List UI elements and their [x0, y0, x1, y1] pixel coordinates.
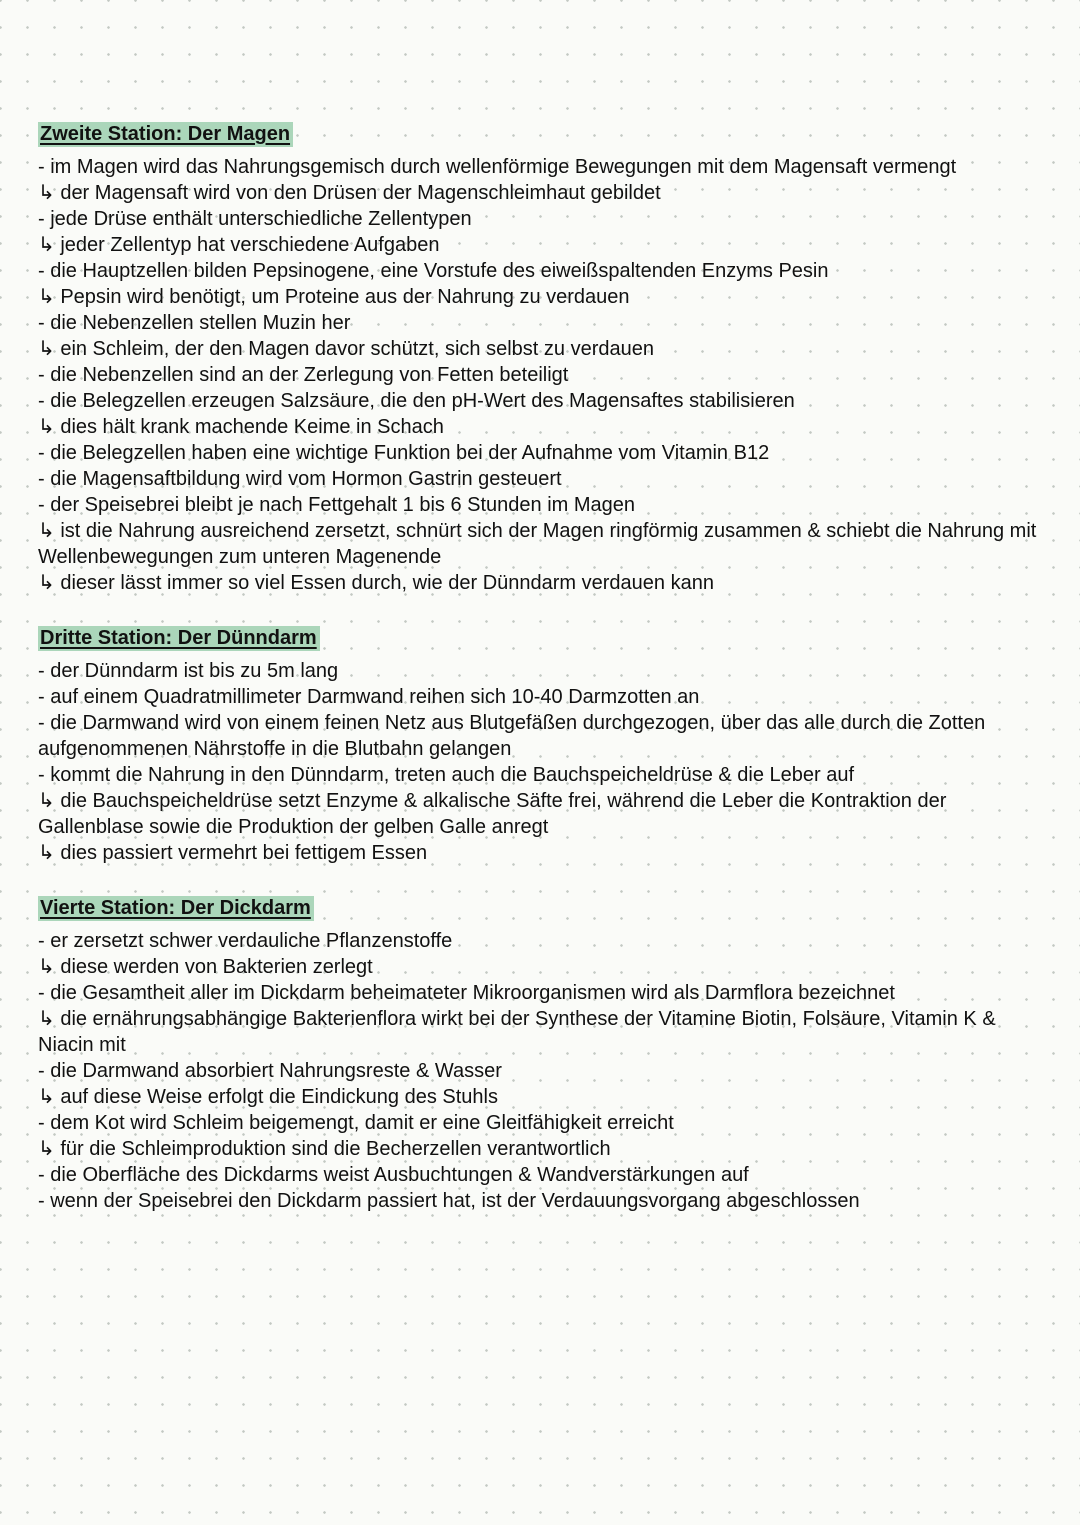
- note-section: [38, 895, 1044, 1214]
- section-title-highlight: Dritte Station: Der Dünndarm: [38, 626, 320, 651]
- section-title: [38, 121, 1044, 147]
- note-line-arrow: ↳ dies passiert vermehrt bei fettigem Essen: [38, 842, 428, 864]
- note-line-arrow: ↳ für die Schleimproduktion sind die Becherzellen verantwortlich: [38, 1138, 611, 1160]
- note-line-arrow: ↳ dies hält krank machende Keime in Schach: [38, 416, 444, 438]
- note-line-arrow: ↳ Pepsin wird benötigt, um Proteine aus der Nahrung zu verdauen: [38, 286, 630, 308]
- note-line-arrow: ↳ ein Schleim, der den Magen davor schützt, sich selbst zu verdauen: [38, 338, 654, 360]
- section-title-highlight: Vierte Station: Der Dickdarm: [38, 896, 314, 921]
- section-title: [38, 625, 1044, 651]
- note-line-dash: - jede Drüse enthält unterschiedliche Zellentypen: [38, 208, 472, 230]
- note-line-dash: - die Hauptzellen bilden Pepsinogene, eine Vorstufe des eiweißspaltenden Enzyms Pesin: [38, 260, 829, 282]
- note-section: [38, 121, 1044, 596]
- note-line-dash: - die Oberfläche des Dickdarms weist Ausbuchtungen & Wandverstärkungen auf: [38, 1164, 749, 1186]
- note-line-arrow: ↳ die Bauchspeicheldrüse setzt Enzyme & alkalische Säfte frei, während die Leber die Kontraktion der Gallenblase sowie die Produktion der gelben Galle anregt: [38, 790, 947, 838]
- note-line-dash: - er zersetzt schwer verdauliche Pflanzenstoffe: [38, 930, 453, 952]
- note-line-dash: - der Dünndarm ist bis zu 5m lang: [38, 660, 339, 682]
- note-section: [38, 625, 1044, 866]
- note-line-arrow: ↳ ist die Nahrung ausreichend zersetzt, schnürt sich der Magen ringförmig zusammen & schiebt die Nahrung mit Wellenbewegungen zum unteren Magenende: [38, 520, 1037, 568]
- note-line-dash: - die Magensaftbildung wird vom Hormon Gastrin gesteuert: [38, 468, 562, 490]
- note-line-dash: - die Nebenzellen sind an der Zerlegung von Fetten beteiligt: [38, 364, 569, 386]
- note-line-arrow: ↳ der Magensaft wird von den Drüsen der Magenschleimhaut gebildet: [38, 182, 661, 204]
- note-line-dash: - die Belegzellen haben eine wichtige Funktion bei der Aufnahme vom Vitamin B12: [38, 442, 770, 464]
- note-line-dash: - kommt die Nahrung in den Dünndarm, treten auch die Bauchspeicheldrüse & die Leber auf: [38, 764, 855, 786]
- note-line-dash: - die Nebenzellen stellen Muzin her: [38, 312, 351, 334]
- note-line-dash: - der Speisebrei bleibt je nach Fettgehalt 1 bis 6 Stunden im Magen: [38, 494, 636, 516]
- note-line-dash: - die Darmwand wird von einem feinen Netz aus Blutgefäßen durchgezogen, über das alle durch die Zotten aufgenommenen Nährstoffe in die Blutbahn gelangen: [38, 712, 986, 760]
- document-body: [38, 121, 1044, 1214]
- note-line-arrow: ↳ jeder Zellentyp hat verschiedene Aufgaben: [38, 234, 440, 256]
- note-line-arrow: ↳ die ernährungsabhängige Bakterienflora wirkt bei der Synthese der Vitamine Biotin, Folsäure, Vitamin K & Niacin mit: [38, 1008, 996, 1056]
- note-line-dash: - die Belegzellen erzeugen Salzsäure, die den pH-Wert des Magensaftes stabilisieren: [38, 390, 795, 412]
- note-line-dash: - wenn der Speisebrei den Dickdarm passiert hat, ist der Verdauungsvorgang abgeschlossen: [38, 1190, 860, 1212]
- section-title: [38, 895, 1044, 921]
- note-line-dash: - die Gesamtheit aller im Dickdarm beheimateter Mikroorganismen wird als Darmflora bezeichnet: [38, 982, 895, 1004]
- note-line-dash: - auf einem Quadratmillimeter Darmwand reihen sich 10-40 Darmzotten an: [38, 686, 700, 708]
- note-line-arrow: ↳ auf diese Weise erfolgt die Eindickung des Stuhls: [38, 1086, 498, 1108]
- section-title-highlight: Zweite Station: Der Magen: [38, 122, 293, 147]
- note-line-dash: - im Magen wird das Nahrungsgemisch durch wellenförmige Bewegungen mit dem Magensaft vermengt: [38, 156, 957, 178]
- note-line-arrow: ↳ dieser lässt immer so viel Essen durch, wie der Dünndarm verdauen kann: [38, 572, 714, 594]
- note-line-dash: - dem Kot wird Schleim beigemengt, damit er eine Gleitfähigkeit erreicht: [38, 1112, 674, 1134]
- note-line-dash: - die Darmwand absorbiert Nahrungsreste & Wasser: [38, 1060, 502, 1082]
- note-line-arrow: ↳ diese werden von Bakterien zerlegt: [38, 956, 373, 978]
